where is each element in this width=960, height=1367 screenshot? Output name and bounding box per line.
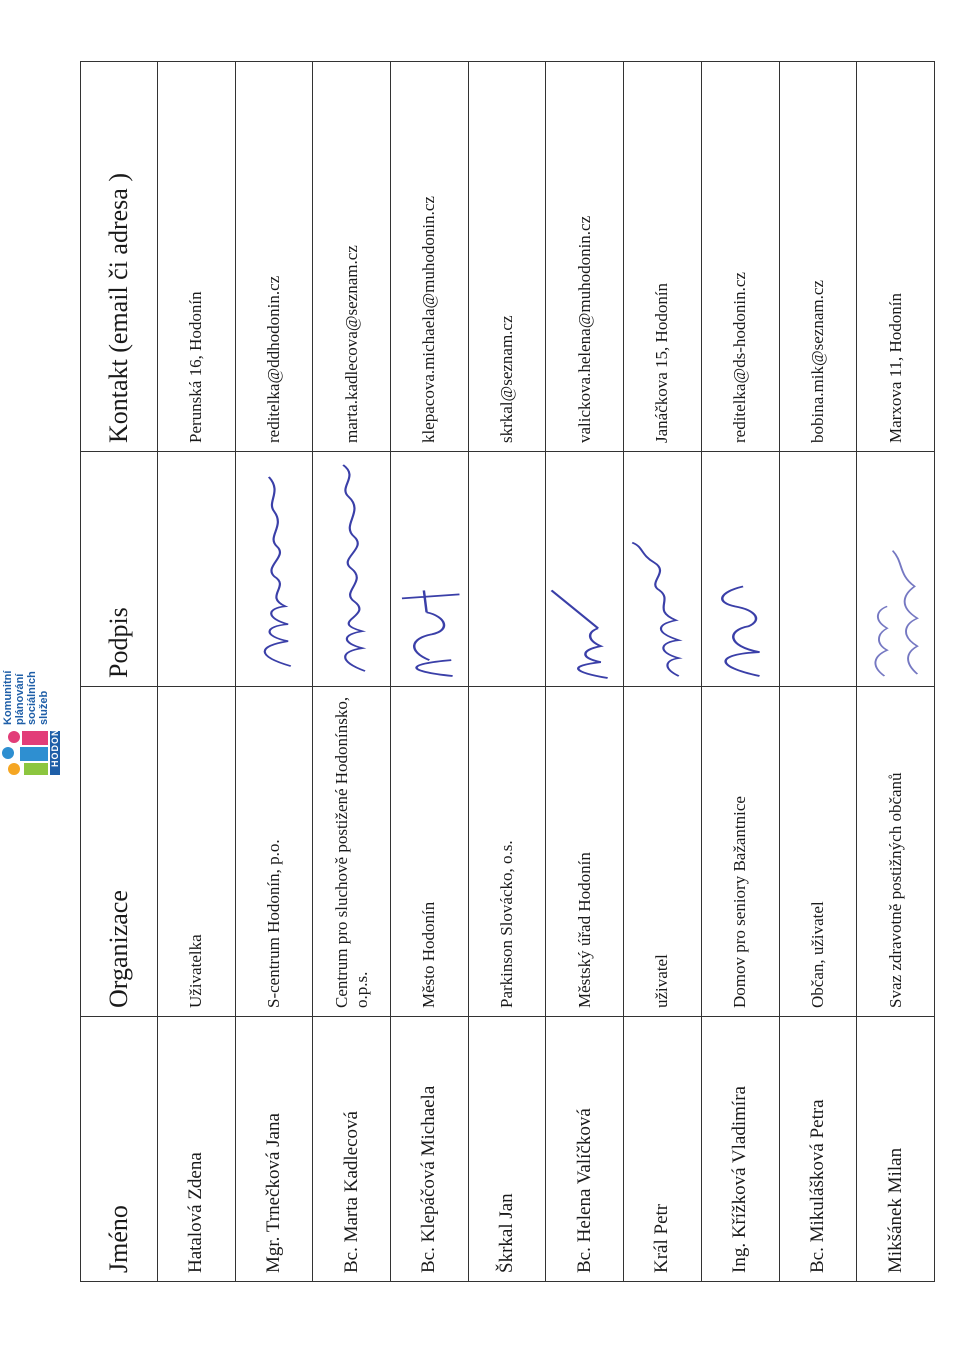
logo-line: sociálních <box>26 671 38 725</box>
cell-signature <box>158 452 236 687</box>
cell-name: Mgr. Trnečková Jana <box>235 1017 313 1282</box>
cell-organization: Parkinson Slovácko, o.s. <box>468 687 546 1017</box>
table-row <box>391 62 469 1282</box>
cell-organization: Svaz zdravotně postižných občanů <box>857 687 935 1017</box>
handwritten-signature-icon <box>391 452 468 686</box>
cell-signature <box>701 452 779 687</box>
cell-signature <box>235 452 313 687</box>
cell-name: Král Petr <box>624 1017 702 1282</box>
header-signature: Podpis <box>81 452 158 687</box>
table-row <box>857 62 935 1282</box>
handwritten-signature-icon <box>624 452 701 686</box>
handwritten-signature-icon <box>236 452 313 686</box>
cell-contact: klepacova.michaela@muhodonin.cz <box>391 62 469 452</box>
cell-name: Bc. Klepáčová Michaela <box>391 1017 469 1282</box>
attendance-table <box>80 62 935 1282</box>
table-row <box>468 62 546 1282</box>
cell-signature <box>546 452 624 687</box>
logo-line: plánování <box>14 673 26 725</box>
cell-signature <box>391 452 469 687</box>
logo-line: služeb <box>38 690 50 725</box>
handwritten-signature-icon <box>702 452 779 686</box>
cell-contact: skrkal@seznam.cz <box>468 62 546 452</box>
table-row <box>313 62 391 1282</box>
cell-organization: Město Hodonín <box>391 687 469 1017</box>
kpss-logo <box>0 617 62 777</box>
table-row <box>624 62 702 1282</box>
cell-name: Bc. Helena Valíčková <box>546 1017 624 1282</box>
cell-contact: Janáčkova 15, Hodonín <box>624 62 702 452</box>
table-header-row <box>81 62 158 1282</box>
logo-line: Komunitní <box>2 670 14 725</box>
cell-contact: bobina.mik@seznam.cz <box>779 62 857 452</box>
cell-organization: uživatel <box>624 687 702 1017</box>
cell-name: Mikšánek Milan <box>857 1017 935 1282</box>
table-row <box>546 62 624 1282</box>
logo-place: HODONÍN <box>50 717 60 767</box>
table-row <box>158 62 236 1282</box>
handwritten-signature-icon <box>857 452 934 686</box>
cell-contact: reditelka@ddhodonin.cz <box>235 62 313 452</box>
table-row <box>701 62 779 1282</box>
header-contact: Kontakt (email či adresa ) <box>81 62 158 452</box>
cell-contact: Marxova 11, Hodonín <box>857 62 935 452</box>
cell-signature <box>313 452 391 687</box>
cell-name: Bc. Marta Kadlecová <box>313 1017 391 1282</box>
cell-signature <box>624 452 702 687</box>
cell-name: Ing. Křížková Vladimíra <box>701 1017 779 1282</box>
cell-organization: Městský úřad Hodonín <box>546 687 624 1017</box>
table-row <box>779 62 857 1282</box>
header-organization: Organizace <box>81 687 158 1017</box>
cell-name: Škrkal Jan <box>468 1017 546 1282</box>
cell-contact: Perunská 16, Hodonín <box>158 62 236 452</box>
cell-signature <box>857 452 935 687</box>
cell-name: Bc. Mikulášková Petra <box>779 1017 857 1282</box>
cell-name: Hatalová Zdena <box>158 1017 236 1282</box>
cell-organization: S-centrum Hodonín, p.o. <box>235 687 313 1017</box>
cell-organization: Domov pro seniory Bažantnice <box>701 687 779 1017</box>
cell-organization: Centrum pro sluchově postižené Hodonínsko, o.p.s. <box>313 687 391 1017</box>
cell-organization: Uživatelka <box>158 687 236 1017</box>
table-row <box>235 62 313 1282</box>
handwritten-signature-icon <box>546 452 623 686</box>
cell-contact: reditelka@ds-hodonin.cz <box>701 62 779 452</box>
cell-organization: Občan, uživatel <box>779 687 857 1017</box>
handwritten-signature-icon <box>313 452 390 686</box>
cell-signature <box>779 452 857 687</box>
cell-signature <box>468 452 546 687</box>
cell-contact: marta.kadlecova@seznam.cz <box>313 62 391 452</box>
header-name: Jméno <box>81 1017 158 1282</box>
cell-contact: valickova.helena@muhodonin.cz <box>546 62 624 452</box>
